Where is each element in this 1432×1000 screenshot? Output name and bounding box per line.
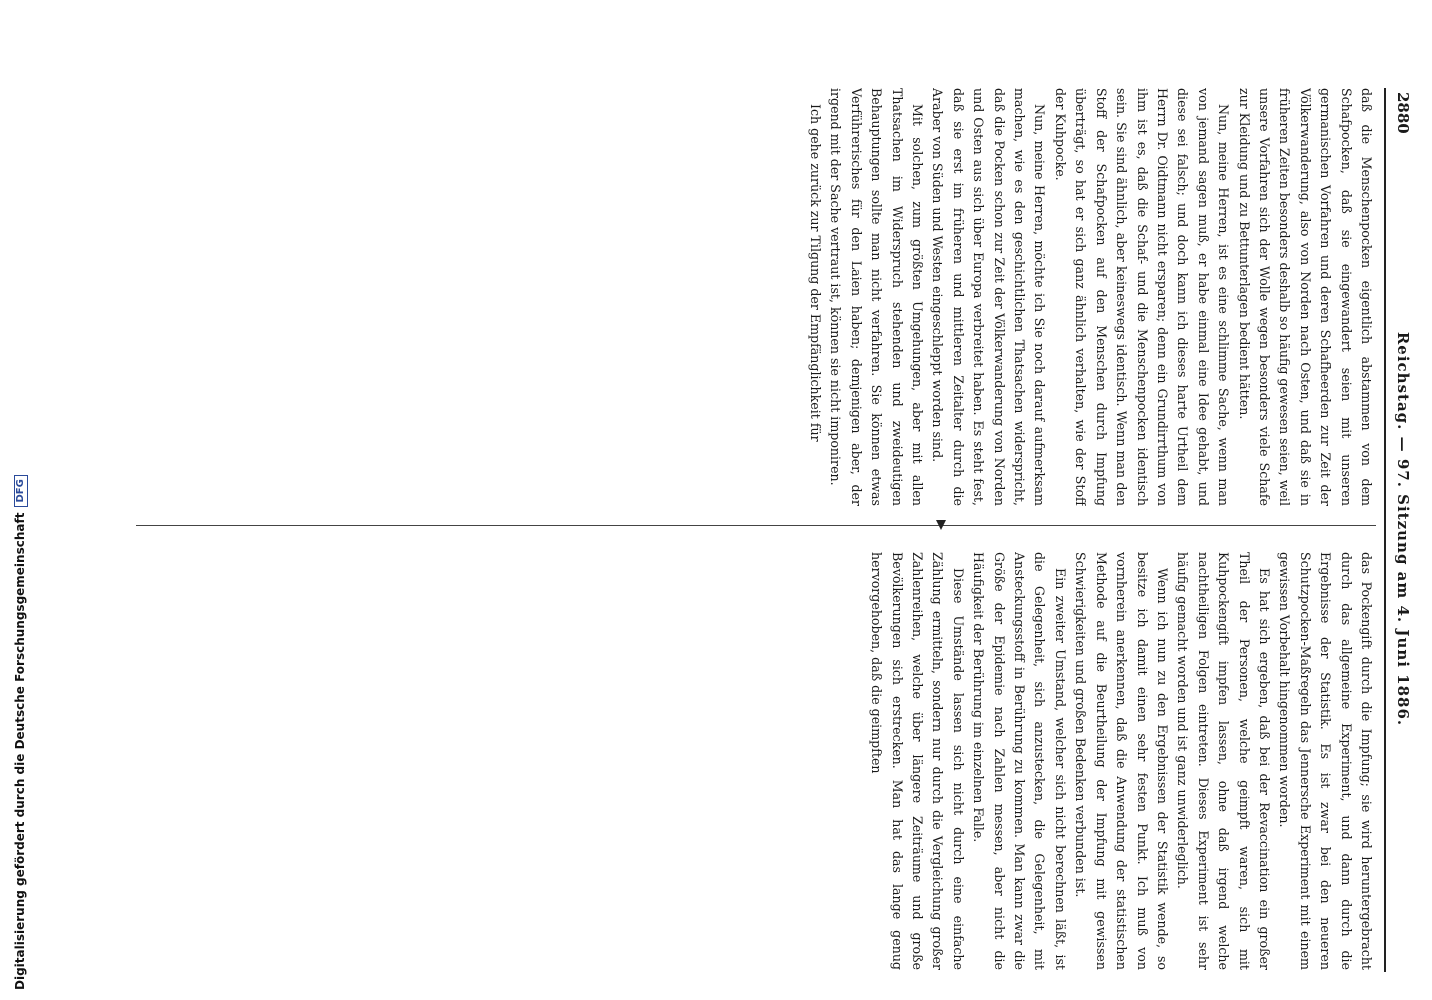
- paragraph: das Pockengift durch die Impfung; sie wird heruntergebracht durch das allgemeine Experiment, und dann durch die Ergebnisse der Statistik. Es ist zwar bei den neueren Schutzpocken-Maßregeln das Jennersche Experiment mit einem gewissen Vorbehalt hingenommen worden.: [1277, 552, 1374, 970]
- footer-strip: [0, 0, 26, 1000]
- page-number: 2880: [1394, 92, 1412, 134]
- paragraph: Diese Umstände lassen sich nicht durch eine einfache Zählung ermitteln, sondern nur durch die Vergleichung großer Zahlenreihen, welche über längere Zeiträume und große Bevölkerungen sich erstrecken. Man hat das lange genug hervorgehoben, daß die geimpften: [869, 552, 966, 970]
- column-marker-icon: [936, 520, 946, 530]
- dfg-logo: DFG: [14, 475, 28, 506]
- paragraph: Es hat sich ergeben, daß bei der Revaccination ein großer Theil der Personen, welche geimpft waren, sich mit Kuhpockengift impfen lassen, ohne daß irgend welche nachtheiligen Folgen eintreten. Dieses Experiment ist sehr häufig gemacht worden und ist ganz unwiderleglich.: [1175, 552, 1272, 970]
- text-column-right: [106, 552, 1376, 970]
- paragraph: Nun, meine Herren, möchte ich Sie noch darauf aufmerksam machen, wie es den geschichtlichen Thatsachen widerspricht, daß die Pocken schon zur Zeit der Völkerwanderung von Norden und Osten aus sich über Europa verbreitet haben. Es steht fest, daß sie erst im früheren und mittleren Zeitalter durch die Araber von Süden und Westen eingeschleppt worden sind.: [930, 88, 1048, 506]
- paragraph: Mit solchen, zum größten Umgehungen, aber mit allen Thatsachen im Widerspruch stehenden und zweideutigen Behauptungen sollte man nicht verfahren. Sie können etwas Verführerisches für den Laien haben; demjenigen aber, der irgend mit der Sache vertraut ist, können sie nicht imponiren.: [828, 88, 926, 506]
- paragraph: Ich gehe zurück zur Tilgung der Empfänglichkeit für: [808, 104, 824, 442]
- page-title: Reichstag. — 97. Sitzung am 4. Juni 1886.: [1394, 331, 1412, 727]
- paragraph: Wenn ich nun zu den Ergebnissen der Statistik wende, so besitze ich damit einen sehr festen Punkt. Ich muß von vornherein anerkennen, daß die Anwendung der statistischen Methode auf die Beurtheilung der Impfung mit gewissen Schwierigkeiten und großen Bedenken verbunden ist.: [1073, 552, 1170, 970]
- column-divider: [136, 525, 1376, 526]
- page-header: [1390, 92, 1412, 966]
- paragraph: daß die Menschenpocken eigentlich abstammen von dem Schafpocken, daß sie eingewandert seien mit unseren germanischen Vorfahren und deren Schafheerden zur Zeit der Völkerwanderung, also von Norden nach Osten, und daß sie in früheren Zeiten besonders deshalb so häufig gewesen seien, weil unsere Vorfahren sich der Wolle wegen besonders viele Schafe zur Kleidung und zu Bettunterlagen bedient hätten.: [1236, 88, 1374, 506]
- text-column-left: [106, 88, 1376, 506]
- header-rule: [1384, 88, 1386, 972]
- funding-note-text: Digitalisierung gefördert durch die Deutsche Forschungsgemeinschaft: [13, 512, 27, 990]
- document-page: [96, 62, 1416, 992]
- paragraph: Nun, meine Herren, ist es eine schlimme Sache, wenn man von jemand sagen muß, er habe einmal eine Idee gehabt, und diese sei falsch; und doch kann ich dieses harte Urtheil dem Herrn Dr. Oidtmann nicht ersparen; denn ein Grundirrthum von ihm ist es, daß die Schaf- und die Menschenpocken identisch sein. Sie sind ähnlich, aber keineswegs identisch. Wenn man den Stoff der Schafpocken auf den Menschen durch Impfung überträgt, so hat er sich ganz ähnlich verhalten, wie der Stoff der Kuhpocke.: [1052, 88, 1232, 506]
- funding-note: [13, 475, 28, 990]
- paragraph: Ein zweiter Umstand, welcher sich nicht berechnen läßt, ist die Gelegenheit, sich anzustecken, die Gelegenheit, mit Ansteckungsstoff in Berührung zu kommen. Man kann zwar die Größe der Epidemie nach Zahlen messen, aber nicht die Häufigkeit der Berührung im einzelnen Falle.: [971, 552, 1068, 970]
